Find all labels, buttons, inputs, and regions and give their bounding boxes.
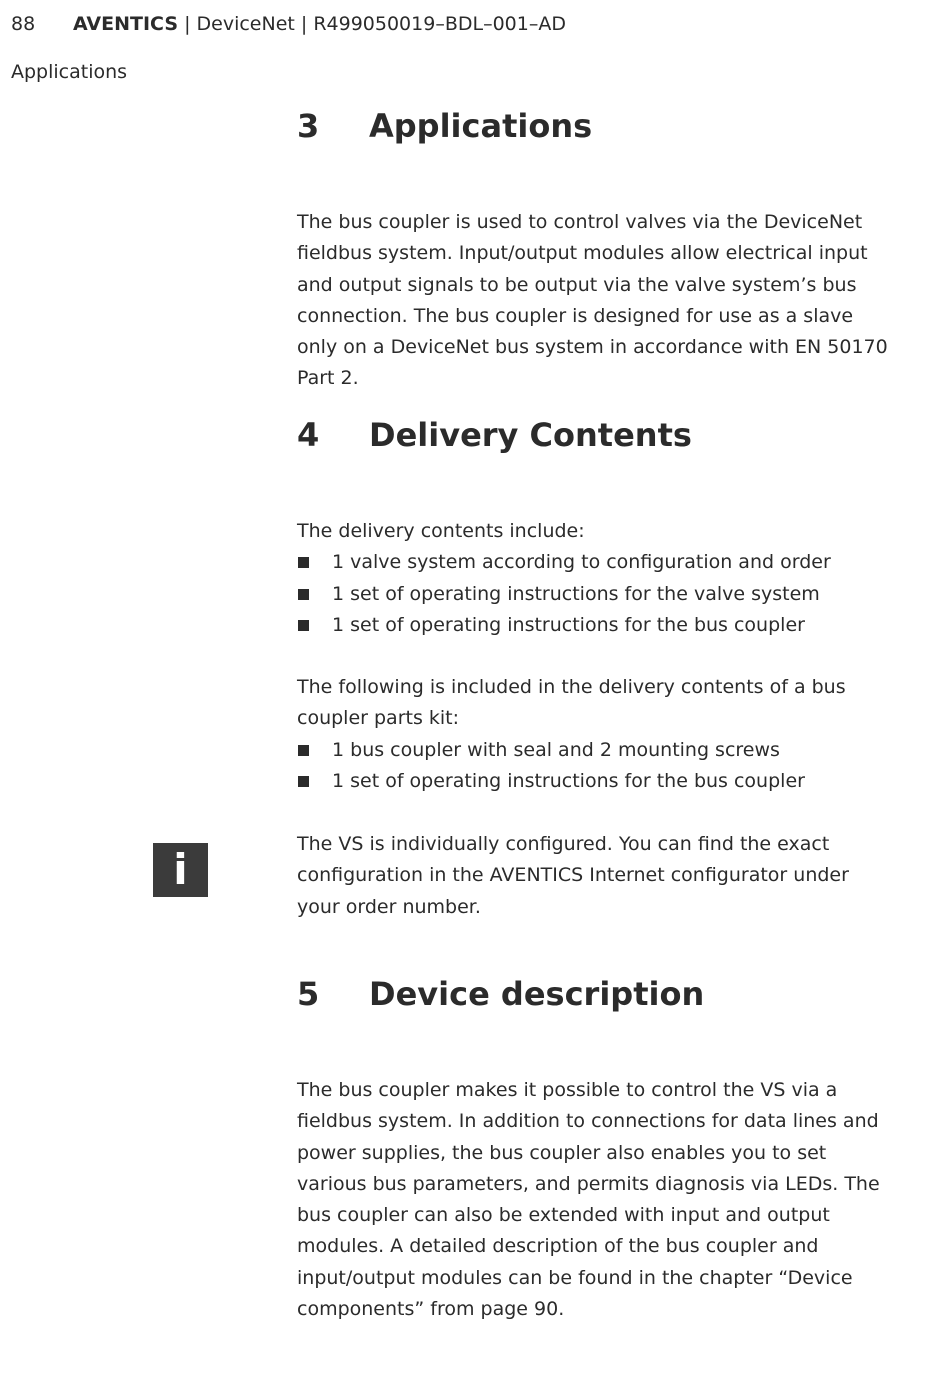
list-item: 1 valve system according to configuration and order [297, 547, 897, 578]
list-item: 1 bus coupler with seal and 2 mounting screws [297, 735, 897, 766]
square-bullet-icon [298, 589, 309, 600]
square-bullet-icon [298, 620, 309, 631]
page-number: 88 [11, 13, 36, 35]
section-title: Applications [369, 107, 593, 145]
document-info: DeviceNet | R499050019–BDL–001–AD [196, 13, 566, 35]
header-separator: | [184, 13, 191, 35]
paragraph: The following is included in the delivery contents of a bus coupler parts kit: [297, 676, 846, 730]
section-title: Device description [369, 975, 705, 1013]
info-icon: i [153, 843, 208, 897]
applications-body [297, 207, 897, 395]
device-description-body [297, 1075, 897, 1325]
section-heading-delivery [297, 415, 692, 455]
section-title: Delivery Contents [369, 416, 692, 454]
delivery-contents-list-block [297, 516, 897, 641]
running-title: Applications [11, 61, 128, 83]
section-number: 5 [297, 975, 320, 1013]
square-bullet-icon [298, 745, 309, 756]
list-item: 1 set of operating instructions for the bus coupler [297, 610, 897, 641]
parts-kit-block [297, 672, 897, 797]
section-number: 3 [297, 107, 320, 145]
page-header [11, 13, 566, 35]
section-heading-device-description [297, 974, 704, 1014]
list-item: 1 set of operating instructions for the valve system [297, 579, 897, 610]
list-item: 1 set of operating instructions for the bus coupler [297, 766, 897, 797]
parts-kit-list [297, 735, 897, 798]
paragraph: The bus coupler makes it possible to control the VS via a fieldbus system. In addition to connections for data lines and power supplies, the bus coupler also enables you to set various bus parameters, and permits diagnosis via LEDs. The bus coupler can also be extended with input and output modules. A detailed description of the bus coupler and input/output modules can be found in the chapter “Device components” from page 90. [297, 1079, 880, 1321]
section-heading-applications [297, 106, 592, 146]
paragraph: The bus coupler is used to control valves via the DeviceNet fieldbus system. Input/output modules allow electrical input and output signals to be output via the valve system’s bus connection. The bus coupler is designed for use as a slave only on a DeviceNet bus system in accordance with EN 50170 Part 2. [297, 211, 888, 390]
square-bullet-icon [298, 557, 309, 568]
paragraph: The VS is individually configured. You can find the exact configuration in the AVENTICS Internet configurator under your order number. [297, 833, 849, 918]
section-number: 4 [297, 416, 320, 454]
square-bullet-icon [298, 776, 309, 787]
info-note [297, 829, 897, 923]
brand-name: AVENTICS [73, 13, 179, 35]
paragraph: The delivery contents include: [297, 520, 585, 542]
delivery-items-list [297, 547, 897, 641]
